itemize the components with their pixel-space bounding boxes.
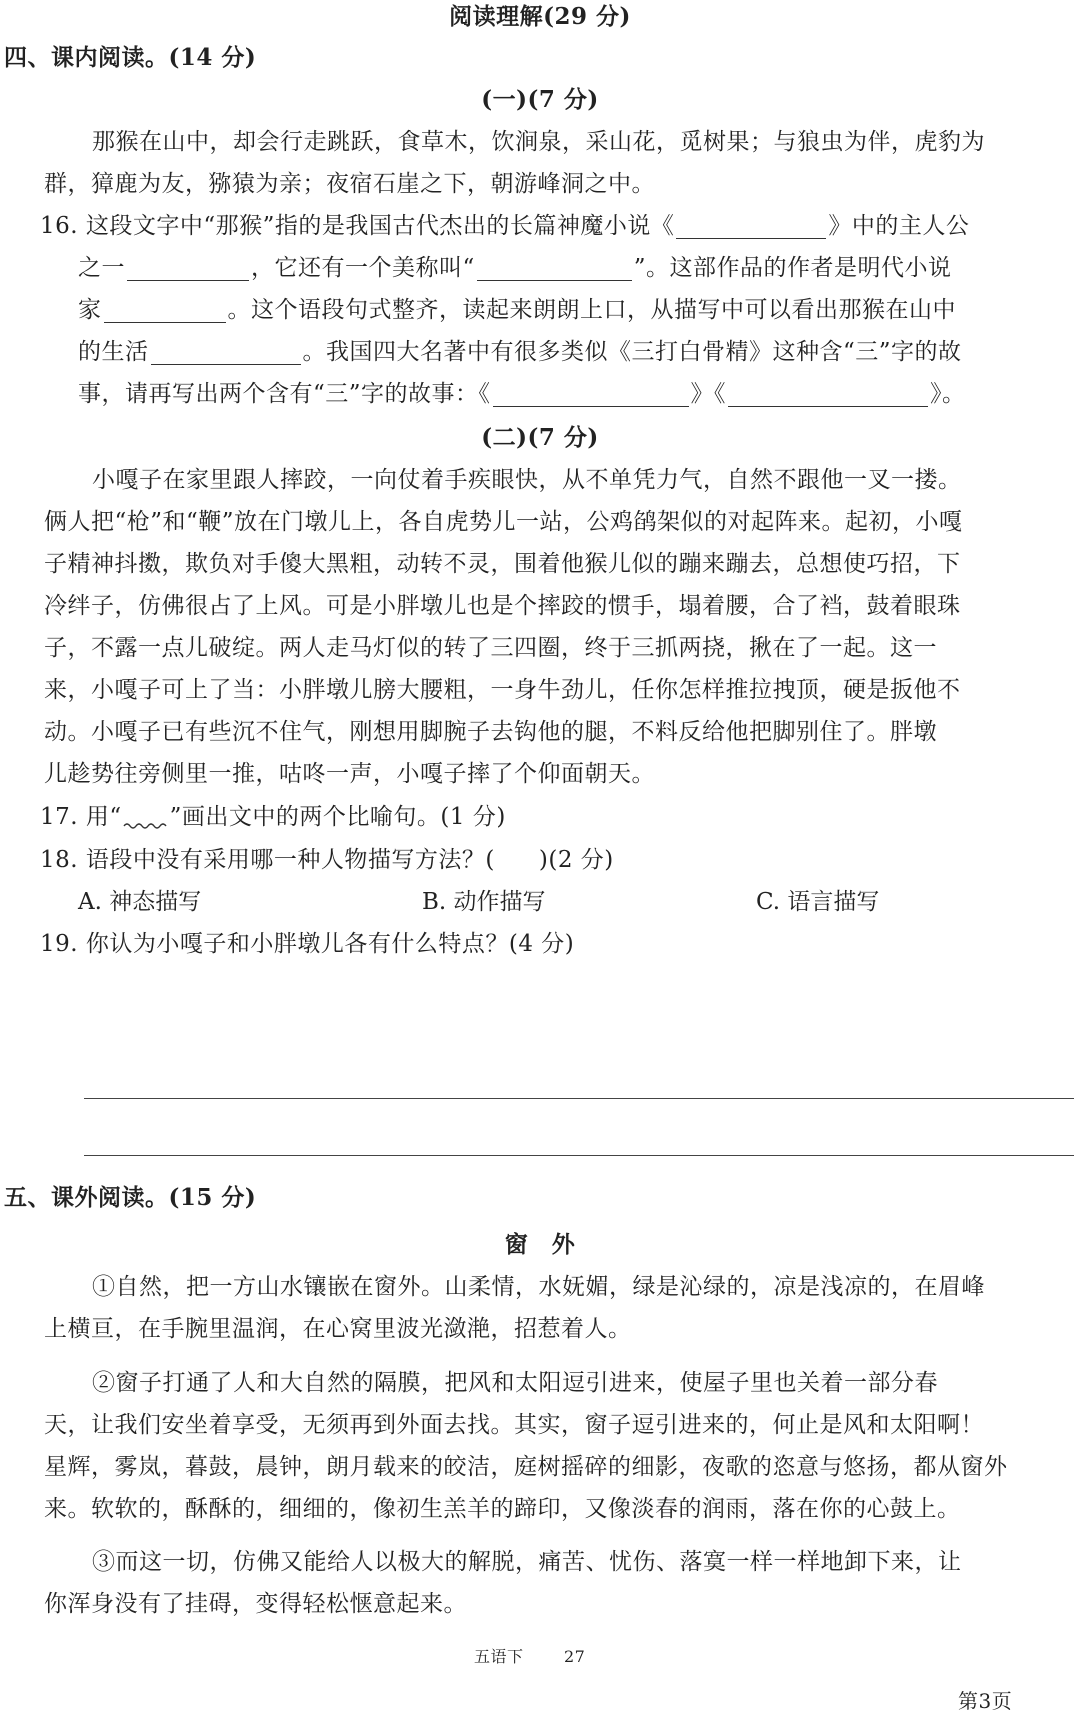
answer-blank-life[interactable]	[151, 340, 301, 365]
passage-2-line: 子，不露一点儿破绽。两人走马灯似的转了三四圈，终于三抓两挠，揪在了一起。这一	[44, 635, 937, 661]
answer-blank-novel[interactable]	[676, 214, 826, 239]
passage-3-line: ①自然，把一方山水镶嵌在窗外。山柔情，水妩媚，绿是沁绿的，凉是浅凉的，在眉峰	[92, 1274, 985, 1300]
question-16-line-3: 家 。这个语段句式整齐，读起来朗朗上口，从描写中可以看出那猴在山中	[78, 297, 956, 323]
passage-2-line: 来，小嘎子可上了当：小胖墩儿膀大腰粗，一身牛劲儿，任你怎样推拉拽顶，硬是扳他不	[44, 677, 961, 703]
footer-number: 27	[564, 1647, 586, 1666]
passage-2-line: 子精神抖擞，欺负对手傻大黑粗，动转不灵，围着他猴儿似的蹦来蹦去，总想使巧招，下	[44, 551, 961, 577]
passage-3-line: ③而这一切，仿佛又能给人以极大的解脱，痛苦、忧伤、落寞一样一样地卸下来，让	[92, 1549, 962, 1575]
option-c[interactable]: C. 语言描写	[756, 889, 880, 915]
passage-2-line: 儿趁势往旁侧里一推，咕咚一声，小嘎子摔了个仰面朝天。	[44, 761, 655, 787]
section-4-heading: 四、课内阅读。(14 分)	[4, 44, 257, 71]
article-title: 窗 外	[504, 1231, 576, 1258]
question-19: 19. 你认为小嘎子和小胖墩儿各有什么特点？(4 分)	[40, 931, 575, 957]
option-a[interactable]: A. 神态描写	[78, 889, 202, 915]
passage-2-line: 动。小嘎子已有些沉不住气，刚想用脚腕子去钩他的腿，不料反给他把脚别住了。胖墩	[44, 719, 937, 745]
passage-3-line: 星辉，雾岚，暮鼓，晨钟，朗月载来的皎洁，庭树摇碎的细影，夜歌的恣意与悠扬，都从窗外	[44, 1454, 1008, 1480]
passage-3-line: 来。软软的，酥酥的，细细的，像初生羔羊的蹄印，又像淡春的润雨，落在你的心鼓上。	[44, 1496, 961, 1522]
answer-line[interactable]	[84, 1098, 1074, 1099]
passage-2-line: 冷绊子，仿佛很占了上风。可是小胖墩儿也是个摔跤的惯手，塌着腰，合了裆，鼓着眼珠	[44, 593, 961, 619]
question-16-line-5: 事，请再写出两个含有“三”字的故事：《 》《 》。	[78, 381, 966, 407]
passage-3-line: 天，让我们安坐着享受，无须再到外面去找。其实，窗子逗引进来的，何止是风和太阳啊！	[44, 1412, 984, 1438]
answer-blank-story-2[interactable]	[728, 382, 928, 407]
wavy-line-icon	[122, 814, 170, 832]
question-17: 17. 用“ ”画出文中的两个比喻句。(1 分)	[40, 804, 506, 830]
answer-blank-nickname[interactable]	[477, 256, 632, 281]
passage-3-line: ②窗子打通了人和大自然的隔膜，把风和太阳逗引进来，使屋子里也关着一部分春	[92, 1370, 938, 1396]
page-number: 第3页	[958, 1689, 1013, 1713]
question-16-line-4: 的生活 。我国四大名著中有很多类似《三打白骨精》这种含“三”字的故	[78, 339, 962, 365]
passage-2-line: 小嘎子在家里跟人摔跤，一向仗着手疾眼快，从不单凭力气，自然不跟他一叉一搂。	[92, 467, 962, 493]
question-18: 18. 语段中没有采用哪一种人物描写方法？( )(2 分)	[40, 847, 614, 873]
passage-2-line: 俩人把“枪”和“鞭”放在门墩儿上，各自虎势儿一站，公鸡鹐架似的对起阵来。起初，小嘎	[44, 509, 963, 535]
page-title: 阅读理解(29 分)	[449, 3, 631, 30]
part-2-heading: (二)(7 分)	[481, 424, 599, 451]
answer-blank-story-1[interactable]	[493, 382, 689, 407]
answer-blank-author[interactable]	[104, 298, 226, 323]
answer-line[interactable]	[84, 1155, 1074, 1156]
question-16-line-2: 之一 ，它还有一个美称叫“ ”。这部作品的作者是明代小说	[78, 255, 952, 281]
footer-book: 五语下	[474, 1647, 524, 1666]
part-1-heading: (一)(7 分)	[481, 86, 599, 113]
passage-3-line: 你浑身没有了挂碍，变得轻松惬意起来。	[44, 1591, 467, 1617]
question-16: 16. 这段文字中“那猴”指的是我国古代杰出的长篇神魔小说《 》中的主人公	[40, 213, 970, 239]
passage-1-line: 群，獐鹿为友，猕猿为亲；夜宿石崖之下，朝游峰洞之中。	[44, 171, 655, 197]
answer-blank-protagonist[interactable]	[127, 256, 249, 281]
section-5-heading: 五、课外阅读。(15 分)	[4, 1184, 257, 1211]
passage-1-line: 那猴在山中，却会行走跳跃，食草木，饮涧泉，采山花，觅树果；与狼虫为伴，虎豹为	[92, 129, 985, 155]
passage-3-line: 上横亘，在手腕里温润，在心窝里波光潋滟，招惹着人。	[44, 1316, 632, 1342]
option-b[interactable]: B. 动作描写	[422, 889, 546, 915]
